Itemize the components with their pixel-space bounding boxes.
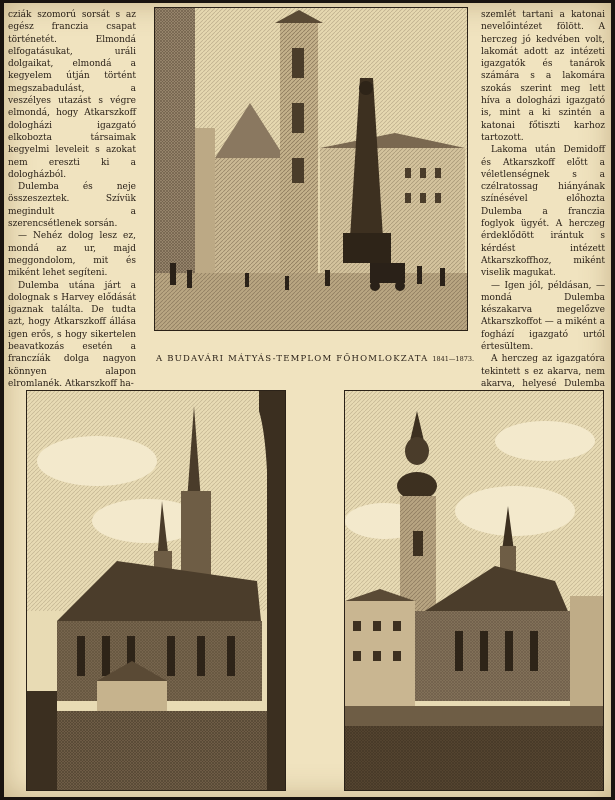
left-paragraph: Dulemba és neje összeszeztek. Szívük megindult a szerencsétlenek sorsán. — [8, 182, 136, 230]
newspaper-page — [4, 3, 611, 797]
top-engraving — [154, 7, 468, 331]
bottom-right-engraving — [344, 390, 604, 791]
left-paragraph: — Nehéz dolog lesz ez, mondá az ur, majd meggondolom, mit és miként lehet segíteni. — [8, 231, 136, 279]
engraving-caption — [154, 354, 476, 364]
right-paragraph: Lakoma után Demidoff és Atkarszkoff előtt a véletlenségnek s a czélratossag hiányának színésével előhozta Dulemba a franczia foglyok ügyét. A herczeg érdeklődött irántuk s kérdést intézett Atkarszkoffhoz, miként viselik magukat. — [481, 145, 605, 279]
left-text-column — [8, 9, 136, 390]
caption-years: 1841—1873. — [432, 355, 475, 363]
right-text-column — [481, 9, 605, 403]
left-paragraph: cziák szomorú sorsát s az egész franczia csapat történetét. Elmondá elfogatásukat, uráli dolgaikat, elmondá a kegyelem útján történt megszabadulást, a veszélyes utazást s végre elmondá, hogy Atkarszkoff dologházi igazgató elkobozta társaimak kegyelmi leveleit s azokat nem ereszti ki a dologházból. — [8, 10, 136, 180]
caption-title: A BUDAVÁRI MÁTYÁS-TEMPLOM FŐHOMLOKZATA — [155, 354, 429, 364]
bottom-left-engraving — [26, 390, 286, 791]
right-paragraph: A herczeg az igazgatóra tekintett s ez akarva, nem akarva, helyesé Dulemba — [481, 354, 605, 389]
left-paragraph: Dulemba utána járt a dolognak s Harvey elődását igaznak találta. De tudta azt, hogy Atkarszkoff állása igen erős, s hogy sikertelen beavatkozás esetén a franczíák dolga nagyon könnyen alapon elromlanék. Atkarszkoff ha- — [8, 280, 136, 389]
right-paragraph: — Igen jól, példásan, — mondá Dulemba készakarva megelőzve Atkarszkoffot — a miként a foghází igazgató urtól értesültem. — [481, 280, 605, 353]
right-paragraph: szemlét tartani a katonai nevelőintézet fölött. A herczeg jó kedvében volt, lakomát adott az intézeti igazgatók és tanárok számára s a lakomára szokás szerint meg lett híva a dologházi igazgató is, mint a ki szintén a katonai főtiszti karhoz tartozott. — [481, 10, 605, 143]
